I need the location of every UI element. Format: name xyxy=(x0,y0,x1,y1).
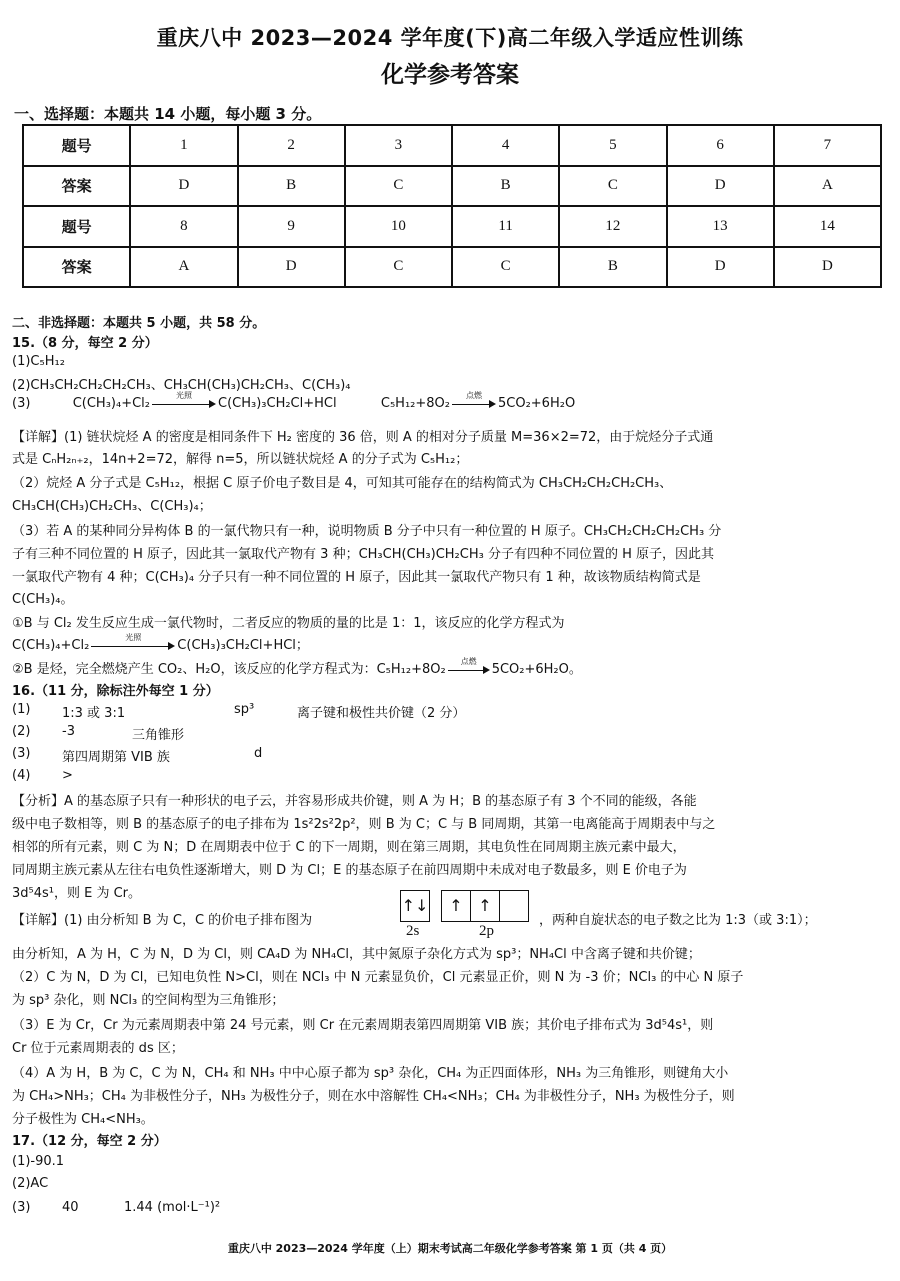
table-cell: C xyxy=(345,166,452,207)
orbital-cell: ↑ xyxy=(442,891,471,921)
reaction-condition: 点燃 xyxy=(466,390,482,400)
q15-circled-2 xyxy=(12,658,582,677)
answer-value: 1:3 或 3:1 xyxy=(62,706,126,721)
q15-detail-line: 式是 CₙH₂ₙ₊₂，14n+2=72，解得 n=5，所以链状烷烃 A 的分子式为 C₅H₁₂； xyxy=(12,452,469,467)
q16-analysis-line: 【分析】A 的基态原子只有一种形状的电子云，并容易形成共价键，则 A 为 H；B 的基态原子有 3 个不同的能级，各能 xyxy=(12,794,697,809)
table-cell: 4 xyxy=(452,125,559,166)
page-footer: 重庆八中 2023—2024 学年度（上）期末考试高二年级化学参考答案 第 1 页（共 4 页） xyxy=(227,1242,673,1255)
q16-detail-line: （3）E 为 Cr，Cr 为元素周期表中第 24 号元素，则 Cr 在元素周期表第四周期第 VIB 族；其价电子排布式为 3d⁵4s¹，则 xyxy=(12,1018,714,1033)
q15-circled-2-text: ②B 是烃，完全燃烧产生 CO₂、H₂O，该反应的化学方程式为：C₅H₁₂+8O₂ xyxy=(12,662,446,677)
table-cell: D xyxy=(130,166,237,207)
table-cell: 题号 xyxy=(23,206,130,247)
q17-answer-1: (1)-90.1 xyxy=(12,1154,65,1169)
answer-label: (1) xyxy=(12,702,31,717)
q15-detail-line: 一氯取代产物有 4 种；C(CH₃)₄ 分子只有一种不同位置的 H 原子，因此其一氯取代产物只有 1 种，故该物质结构简式是 xyxy=(12,570,701,585)
table-row xyxy=(23,125,881,166)
reaction-arrow-icon xyxy=(452,390,496,410)
equation-left: C₅H₁₂+8O₂ xyxy=(380,396,450,411)
table-cell: 13 xyxy=(667,206,774,247)
reaction-condition: 点燃 xyxy=(460,656,477,666)
answer-value: sp³ xyxy=(234,702,255,717)
orbital-cell: ↑ xyxy=(471,891,500,921)
table-cell: A xyxy=(130,247,237,288)
q15-detail-line: （2）烷烃 A 分子式是 C₅H₁₂，根据 C 原子价电子数目是 4，可知其可能存在的结构简式为 CH₃CH₂CH₂CH₂CH₃、 xyxy=(12,476,673,491)
q16-detail-line: 为 sp³ 杂化，则 NCl₃ 的空间构型为三角锥形； xyxy=(12,993,285,1008)
equation-right: 5CO₂+6H₂O xyxy=(498,396,576,411)
reaction-condition: 光照 xyxy=(176,390,192,400)
answer-label: (3) xyxy=(12,1200,31,1215)
table-row xyxy=(23,166,881,207)
table-cell: D xyxy=(774,247,881,288)
table-cell: 5 xyxy=(559,125,666,166)
answer-value: 第四周期第 VIB 族 xyxy=(62,750,170,765)
answer-value: > xyxy=(62,768,73,783)
answer-label: (4) xyxy=(12,768,31,783)
table-cell: 9 xyxy=(238,206,345,247)
table-cell: D xyxy=(667,247,774,288)
q17-header: 17.（12 分，每空 2 分） xyxy=(12,1134,167,1149)
q15-circled-1: ①B 与 Cl₂ 发生反应生成一氯代物时，二者反应的物质的量的比是 1：1，该反应的化学方程式为 xyxy=(12,616,565,631)
table-cell: 6 xyxy=(667,125,774,166)
q15-detail-line: CH₃CH(CH₃)CH₂CH₃、C(CH₃)₄； xyxy=(12,499,212,514)
table-cell: 12 xyxy=(559,206,666,247)
answer-value: 1.44 (mol·L⁻¹)² xyxy=(124,1200,221,1215)
table-row xyxy=(23,206,881,247)
orbital-label-2p: 2p xyxy=(479,923,494,939)
q16-detail-line: （4）A 为 H，B 为 C，C 为 N，CH₄ 和 NH₃ 中中心原子都为 sp³ 杂化，CH₄ 为正四面体形，NH₃ 为三角锥形，则键角大小 xyxy=(12,1066,729,1081)
q15-detail-line: C(CH₃)₄。 xyxy=(12,592,74,607)
q16-detail-1-pre: 【详解】(1) 由分析知 B 为 C，C 的价电子排布图为 xyxy=(12,913,313,928)
q15-circled-1-equation xyxy=(12,634,309,653)
section2-heading: 二、非选择题：本题共 5 小题，共 58 分。 xyxy=(12,316,266,331)
orbital-cell xyxy=(500,891,528,921)
reaction-arrow-icon xyxy=(448,656,490,676)
q16-detail-1-post: ，两种自旋状态的电子数之比为 1:3（或 3:1）； xyxy=(539,913,817,928)
q15-detail-line: 【详解】(1) 链状烷烃 A 的密度是相同条件下 H₂ 密度的 36 倍，则 A 的相对分子质量 M=36×2=72，由于烷烃分子式通 xyxy=(12,430,714,445)
orbital-box-2s xyxy=(400,890,430,922)
answer-value: 40 xyxy=(62,1200,79,1215)
document-title: 重庆八中 2023—2024 学年度(下)高二年级入学适应性训练 xyxy=(156,26,744,50)
q16-answer-3 xyxy=(12,746,263,765)
table-cell: 答案 xyxy=(23,166,130,207)
table-cell: D xyxy=(238,247,345,288)
answer-value: 三角锥形 xyxy=(132,728,185,743)
table-cell: B xyxy=(559,247,666,288)
orbital-label-2s: 2s xyxy=(406,923,420,939)
q15-detail-line: （3）若 A 的某种同分异构体 B 的一氯代物只有一种，说明物质 B 分子中只有一种位置的 H 原子。CH₃CH₂CH₂CH₂CH₃ 分 xyxy=(12,524,722,539)
q16-analysis-line: 同周期主族元素从左往右电负性逐渐增大，则 D 为 Cl；E 的基态原子在前四周期中未成对电子数最多，则 E 价电子为 xyxy=(12,863,687,878)
document-subtitle: 化学参考答案 xyxy=(381,62,519,88)
table-cell: 答案 xyxy=(23,247,130,288)
table-cell: 14 xyxy=(774,206,881,247)
answer-value: d xyxy=(254,746,263,761)
equation-right: 5CO₂+6H₂O。 xyxy=(491,662,582,677)
answer-table xyxy=(22,124,882,288)
table-cell: 3 xyxy=(345,125,452,166)
reaction-condition: 光照 xyxy=(125,632,142,642)
q16-analysis-line: 3d⁵4s¹，则 E 为 Cr。 xyxy=(12,886,142,901)
q16-answer-2 xyxy=(12,724,185,743)
q16-analysis-line: 级中电子数相等，则 B 的基态原子的电子排布为 1s²2s²2p²，则 B 为 C；C 与 B 同周期，其第一电离能高于周期表中与之 xyxy=(12,817,716,832)
q15-answer-3 xyxy=(12,390,576,411)
table-cell: C xyxy=(452,247,559,288)
table-cell: 7 xyxy=(774,125,881,166)
q15-3-label: (3) xyxy=(12,396,31,411)
q16-detail-line: 分子极性为 CH₄<NH₃。 xyxy=(12,1112,154,1127)
answer-label: (3) xyxy=(12,746,31,761)
q15-header: 15.（8 分，每空 2 分） xyxy=(12,336,158,351)
answer-value: 离子键和极性共价键（2 分） xyxy=(297,706,466,721)
table-cell: A xyxy=(774,166,881,207)
table-cell: 2 xyxy=(238,125,345,166)
q17-answer-2: (2)AC xyxy=(12,1176,49,1191)
q16-detail-line: Cr 位于元素周期表的 ds 区； xyxy=(12,1041,184,1056)
q17-answer-3 xyxy=(12,1200,221,1215)
orbital-cell: ↑↓ xyxy=(401,896,429,915)
section1-heading: 一、选择题：本题共 14 小题，每小题 3 分。 xyxy=(14,105,322,123)
q15-answer-1: (1)C₅H₁₂ xyxy=(12,354,65,369)
orbital-box-2p xyxy=(441,890,529,922)
q16-header: 16.（11 分，除标注外每空 1 分） xyxy=(12,684,219,699)
q16-answer-4 xyxy=(12,768,73,783)
table-cell: C xyxy=(345,247,452,288)
q15-detail-line: 子有三种不同位置的 H 原子，因此其一氯取代产物有 3 种；CH₃CH(CH₃)CH₂CH₃ 分子有四种不同位置的 H 原子，因此其 xyxy=(12,547,715,562)
q16-detail-line: （2）C 为 N，D 为 Cl，已知电负性 N>Cl，则在 NCl₃ 中 N 元素显负价，Cl 元素显正价，则 N 为 -3 价；NCl₃ 的中心 N 原子 xyxy=(12,970,744,985)
reaction-arrow-icon xyxy=(91,632,175,652)
answer-value: -3 xyxy=(62,724,75,739)
table-cell: 10 xyxy=(345,206,452,247)
equation-right: C(CH₃)₃CH₂Cl+HCl xyxy=(218,396,337,411)
table-row xyxy=(23,247,881,288)
table-cell: B xyxy=(452,166,559,207)
table-cell: 8 xyxy=(130,206,237,247)
q16-detail-line: 由分析知，A 为 H，C 为 N，D 为 Cl，则 CA₄D 为 NH₄Cl，其中氮原子杂化方式为 sp³；NH₄Cl 中含离子键和共价键； xyxy=(12,947,701,962)
table-cell: 1 xyxy=(130,125,237,166)
reaction-arrow-icon xyxy=(152,390,216,410)
q15-answer-2: (2)CH₃CH₂CH₂CH₂CH₃、CH₃CH(CH₃)CH₂CH₃、C(CH₃)₄ xyxy=(12,378,351,393)
answer-label: (2) xyxy=(12,724,31,739)
equation-left: C(CH₃)₄+Cl₂ xyxy=(72,396,150,411)
q16-detail-line: 为 CH₄>NH₃；CH₄ 为非极性分子，NH₃ 为极性分子，则在水中溶解性 CH₄<NH₃；CH₄ 为非极性分子，NH₃ 为极性分子，则 xyxy=(12,1089,735,1104)
table-cell: B xyxy=(238,166,345,207)
table-cell: D xyxy=(667,166,774,207)
table-cell: 11 xyxy=(452,206,559,247)
table-cell: C xyxy=(559,166,666,207)
equation-left: C(CH₃)₄+Cl₂ xyxy=(12,638,90,653)
table-cell: 题号 xyxy=(23,125,130,166)
q16-analysis-line: 相邻的所有元素，则 C 为 N；D 在周期表中位于 C 的下一周期，则在第三周期，其电负性在同周期主族元素中最大， xyxy=(12,840,686,855)
equation-right: C(CH₃)₃CH₂Cl+HCl； xyxy=(177,638,309,653)
q16-answer-1 xyxy=(12,702,466,721)
